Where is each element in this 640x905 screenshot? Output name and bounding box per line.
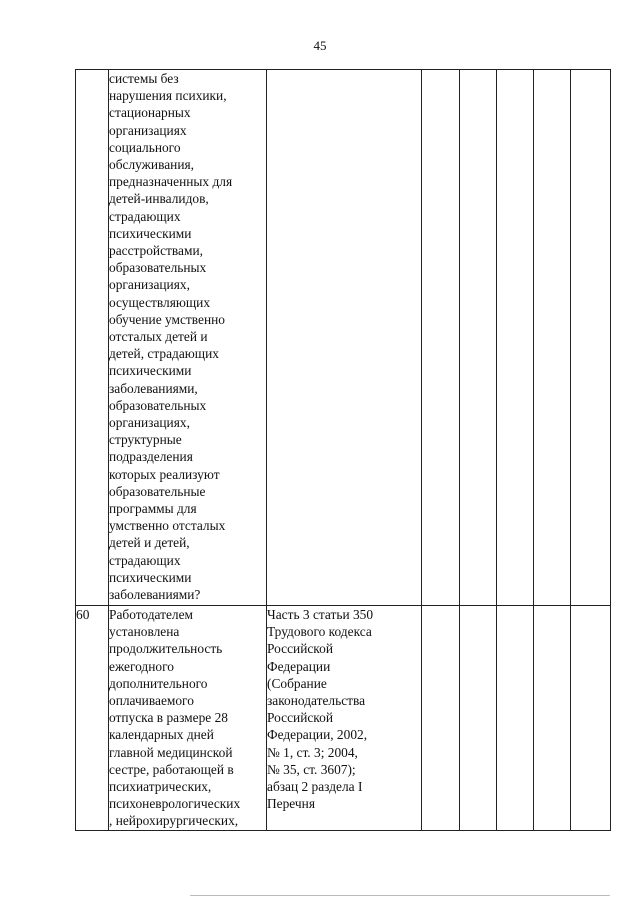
text-line: структурные: [109, 432, 182, 448]
text-line: системы без: [109, 71, 179, 86]
text-line: психическими: [109, 225, 192, 241]
reference-cell: [267, 606, 422, 831]
notes-cell: [571, 606, 611, 831]
text-line: обучение умственно: [109, 311, 225, 327]
text-line: образовательных: [109, 260, 207, 276]
text-line: программы для: [109, 501, 197, 517]
text-line: нарушения психики,: [109, 88, 227, 104]
text-line: психиатрических,: [109, 779, 212, 795]
text-line: стационарных: [109, 105, 191, 121]
text-line: Трудового кодекса: [267, 624, 372, 640]
text-line: № 35, ст. 3607);: [267, 761, 356, 777]
reference-cell: [267, 70, 422, 606]
text-line: организациях,: [109, 415, 190, 431]
page-number: 45: [313, 38, 327, 53]
text-line: Работодателем: [109, 607, 194, 622]
text-line: отпуска в размере 28: [109, 710, 228, 726]
text-line: Перечня: [267, 796, 315, 812]
text-line: психоневрологических: [109, 796, 241, 812]
text-line: умственно отсталых: [109, 518, 226, 534]
answer-no-cell: [460, 606, 497, 831]
text-line: образовательные: [109, 483, 206, 499]
answer-extra-cell: [534, 606, 571, 831]
text-line: психическими: [109, 363, 192, 379]
row-number: 60: [76, 606, 109, 831]
text-line: психическими: [109, 569, 192, 585]
text-line: установлена: [109, 624, 180, 640]
text-line: подразделения: [109, 449, 193, 465]
text-line: организациях: [109, 122, 187, 138]
text-line: Часть 3 статьи 350: [267, 607, 374, 622]
notes-cell: [571, 70, 611, 606]
text-line: абзац 2 раздела I: [267, 779, 363, 795]
page-bottom-rule: [190, 895, 610, 896]
text-line: № 1, ст. 3; 2004,: [267, 744, 358, 760]
text-line: организациях,: [109, 277, 190, 293]
text-line: главной медицинской: [109, 744, 233, 760]
text-line: оплачиваемого: [109, 693, 194, 709]
text-line: заболеваниями?: [109, 587, 201, 603]
text-line: детей и детей,: [109, 535, 190, 551]
text-line: осуществляющих: [109, 294, 211, 310]
answer-yes-cell: [422, 606, 460, 831]
text-line: которых реализуют: [109, 466, 220, 482]
text-line: отсталых детей и: [109, 329, 208, 345]
text-line: законодательства: [267, 693, 366, 709]
text-line: (Собрание: [267, 675, 327, 691]
text-line: календарных дней: [109, 727, 214, 743]
answer-no-cell: [460, 70, 497, 606]
text-line: детей, страдающих: [109, 346, 219, 362]
text-line: дополнительного: [109, 675, 208, 691]
table-row: [76, 606, 611, 831]
answer-na-cell: [497, 606, 534, 831]
text-line: детей-инвалидов,: [109, 191, 209, 207]
row-number: [76, 70, 109, 606]
question-cell: [109, 70, 267, 606]
text-line: сестре, работающей в: [109, 761, 234, 777]
text-line: ежегодного: [109, 658, 174, 674]
text-line: , нейрохирургических,: [109, 813, 239, 829]
text-line: продолжительность: [109, 641, 223, 657]
table-row: [76, 70, 611, 606]
text-line: заболеваниями,: [109, 380, 198, 396]
answer-yes-cell: [422, 70, 460, 606]
text-line: страдающих: [109, 552, 181, 568]
text-line: страдающих: [109, 208, 181, 224]
answer-na-cell: [497, 70, 534, 606]
text-line: Российской: [267, 710, 333, 726]
text-line: Российской: [267, 641, 333, 657]
text-line: социального: [109, 139, 181, 155]
answer-extra-cell: [534, 70, 571, 606]
text-line: образовательных: [109, 397, 207, 413]
text-line: обслуживания,: [109, 157, 194, 173]
text-line: Федерации, 2002,: [267, 727, 368, 743]
text-line: Федерации: [267, 658, 331, 674]
text-line: предназначенных для: [109, 174, 233, 190]
checklist-table: [75, 69, 611, 831]
text-line: расстройствами,: [109, 243, 203, 259]
question-cell: [109, 606, 267, 831]
